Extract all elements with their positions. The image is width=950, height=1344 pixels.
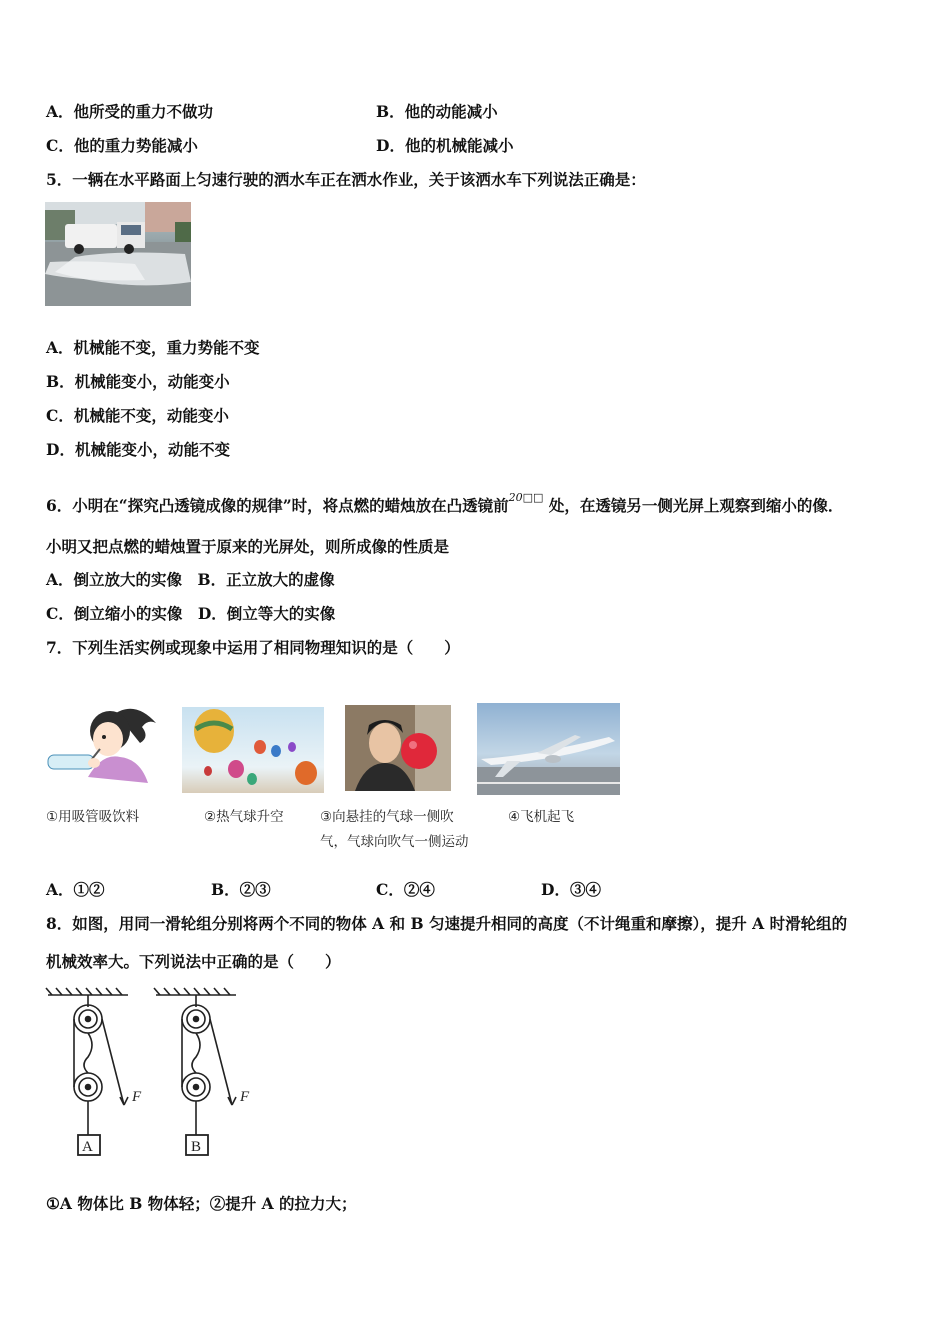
object-label-a: A: [82, 1139, 93, 1155]
pulley-system-a: [46, 988, 128, 1155]
pulley-systems-diagram: [40, 985, 260, 1167]
q6-stem-line1: [46, 488, 843, 516]
q8-statement: ①A 物体比 B 物体轻；②提升 A 的拉力大；: [46, 1194, 357, 1213]
girl-drinking-straw-illustration: [44, 697, 164, 785]
q7-option-d: D．③④: [541, 880, 601, 899]
q6-options-row1: A．倒立放大的实像 B．正立放大的虚像: [46, 570, 335, 589]
q7-caption-3-line1: ③向悬挂的气球一侧吹: [320, 809, 454, 825]
q5-option-a: A．机械能不变，重力势能不变: [46, 338, 260, 357]
q5-option-b: B．机械能变小，动能变小: [46, 372, 230, 391]
q7-caption-2: ②热气球升空: [204, 809, 284, 825]
q6-stem-line2: 小明又把点燃的蜡烛置于原来的光屏处，则所成像的性质是: [46, 537, 450, 556]
force-label-a: F: [132, 1089, 142, 1105]
object-label-b: B: [191, 1139, 202, 1155]
q4-option-c: C．他的重力势能减小: [46, 136, 198, 155]
q7-caption-3-line2: 气，气球向吹气一侧运动: [320, 834, 469, 850]
q6-stem-part2: 处，在透镜另一侧光屏上观察到缩小的像．: [548, 496, 844, 515]
q5-option-d: D．机械能变小，动能不变: [46, 440, 230, 459]
q4-option-d: D．他的机械能减小: [376, 136, 514, 155]
q7-caption-1: ①用吸管吸饮料: [46, 809, 140, 825]
q7-caption-4: ④飞机起飞: [508, 809, 575, 825]
q6-options-row2: C．倒立缩小的实像 D．倒立等大的实像: [46, 604, 336, 623]
pulley-system-b: [154, 988, 236, 1155]
q5-option-c: C．机械能不变，动能变小: [46, 406, 229, 425]
sprinkler-truck-photo: [45, 202, 191, 306]
hot-air-balloons-photo: [182, 707, 324, 793]
force-label-b: F: [240, 1089, 250, 1105]
q4-option-a: A．他所受的重力不做功: [46, 102, 214, 121]
q7-option-a: A．①②: [46, 880, 105, 899]
q6-stem-part1: 6．小明在“探究凸透镜成像的规律”时，将点燃的蜡烛放在凸透镜前: [46, 496, 509, 515]
q8-stem-line1: 8．如图，用同一滑轮组分别将两个不同的物体 A 和 B 匀速提升相同的高度（不计绳重和摩擦），提升 A 时滑轮组的: [46, 914, 848, 933]
q7-option-c: C．②④: [376, 880, 435, 899]
q7-option-b: B．②③: [211, 880, 271, 899]
airplane-takeoff-photo: [477, 703, 620, 795]
person-blowing-balloon-photo: [345, 705, 451, 791]
q7-stem: 7．下列生活实例或现象中运用了相同物理知识的是（ ）: [46, 638, 460, 657]
q6-distance-formula: 20□□: [508, 491, 544, 504]
q4-option-b: B．他的动能减小: [376, 102, 498, 121]
q5-stem: 5．一辆在水平路面上匀速行驶的洒水车正在洒水作业，关于该洒水车下列说法正确是：: [46, 170, 646, 189]
q8-stem-line2: 机械效率大。下列说法中正确的是（ ）: [46, 952, 341, 971]
